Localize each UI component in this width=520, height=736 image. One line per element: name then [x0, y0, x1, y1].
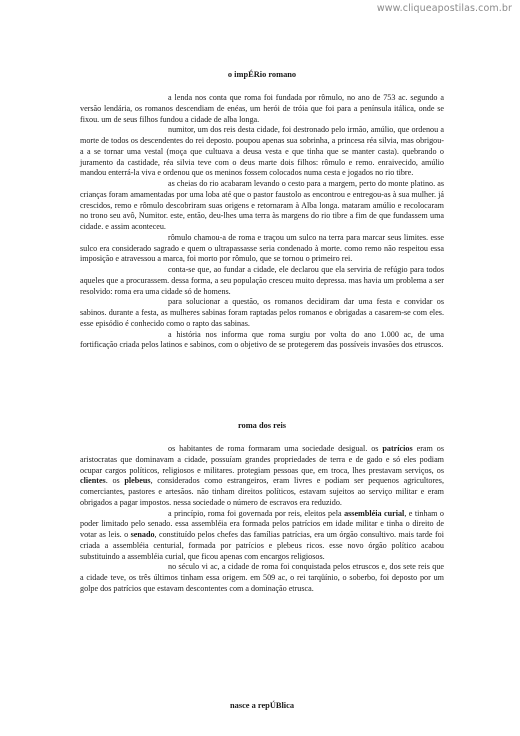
paragraph-government: a princípio, roma foi governada por reis, eleitos pela assembléia curial, e tinham o poder limitado pelo senado. essa assembléia era formada pelos patrícios em idade militar e tinha o direito de votar as leis. o senado, constituído pelos chefes das famílias patrícias, era um órgão consultivo. mais tarde foi criada a assembléia centurial, formada por patrícios e plebeus ricos. esse novo órgão político acabou substituindo a assembléia curial, que ficou apenas com encargos religiosos. — [80, 508, 445, 561]
paragraph-etruscans: no século vi ac, a cidade de roma foi conquistada pelos etruscos e, dos sete reis que a cidade teve, os três últimos tinham essa origem. em 509 ac, o rei tarqüínio, o soberbo, foi deposto por um golpe dos patrícios que estavam descontentes com a dominação etrusca. — [80, 562, 444, 593]
intro-section — [80, 93, 444, 351]
paragraph-society: os habitantes de roma formaram uma sociedade desigual. os patrícios eram os aristocratas que dominavam a cidade, possuíam grandes propriedades de terra e de gado e só eles podiam ocupar cargos políticos, religiosos e militares. protegiam pessoas que, em troca, lhes prestavam serviços, os clientes. os plebeus, considerados como estrangeiros, eram livres e podiam ser pequenos agricultores, comerciantes, pastores e artesãos. não tinham direitos políticos, estavam sujeitos ao serviço militar e eram obrigados a pagar impostos. nessa sociedade o número de escravos era reduzido. — [80, 444, 444, 507]
paragraph-romulus: rômulo chamou-a de roma e traçou um sulco na terra para marcar seus limites. esse sulco era considerado sagrado e quem o ultrapassasse seria condenado à morte. como remo não respeitou essa imposição e atravessou a marca, foi morto por rômulo, que se tornou o primeiro rei. — [80, 232, 444, 264]
paragraph-river: as cheias do rio acabaram levando o cesto para a margem, perto do monte platino. as crianças foram amamentadas por uma loba até que o pastor faustolo as encontrou e entregou-as à sua mulher. já crescidos, remo e rômulo descobriram suas origens e retornaram à Alba longa. mataram amúlio e recolocaram no trono seu avô, Numitor. este, então, deu-lhes uma terra às margens do rio tibre a fim de que fundassem uma cidade. e assim aconteceu. — [80, 179, 444, 231]
paragraph-numitor: numitor, um dos reis desta cidade, foi destronado pelo irmão, amúlio, que ordenou a morte de todos os descendentes do rei deposto. poupou apenas sua sobrinha, a princesa réa silvia, mas obrigou-a a se tornar uma vestal (moça que cultuava a deusa vesta e que tinha que se manter casta). quebrando o juramento da castidade, réa silvia teve com o deus marte dois filhos: rômulo e remo. enraivecido, amúlio mandou enterrá-la viva e ordenou que os meninos fossem colocados numa cesta e jogados no rio tibre. — [80, 125, 444, 178]
paragraph-refuge: conta-se que, ao fundar a cidade, ele declarou que ela serviria de refúgio para todos aqueles que a procurassem. dessa forma, a seu população cresceu muito depressa. mas havia um problema a ser resolvido: roma era uma cidade só de homens. — [80, 265, 444, 296]
kings-section — [80, 444, 444, 595]
paragraph-sabines: para solucionar a questão, os romanos decidiram dar uma festa e convidar os sabinos. durante a festa, as mulheres sabinas foram raptadas pelos romanos e obrigadas a casarem-se com eles. esse episódio é conhecido como o rapto das sabinas. — [80, 297, 444, 328]
section-title-republic: nasce a repÚBlica — [229, 701, 295, 710]
paragraph-history: a história nos informa que roma surgiu por volta do ano 1.000 ac, de uma fortificação criada pelos latinos e sabinos, com o objetivo de se protegerem das possíveis invasões dos etruscos. — [80, 329, 444, 350]
paragraph-legend: a lenda nos conta que roma foi fundada por rômulo, no ano de 753 ac. segundo a versão lendária, os romanos descendiam de enéas, um herói de tróia que foi para a península itálica, onde se fixou. um de seus filhos fundou a cidade de alba longa. — [80, 93, 444, 124]
section-title-kings: roma dos reis — [237, 421, 287, 430]
site-url: www.cliqueapostilas.com.br — [376, 3, 512, 14]
document-title: o impÉRio romano — [227, 70, 297, 79]
